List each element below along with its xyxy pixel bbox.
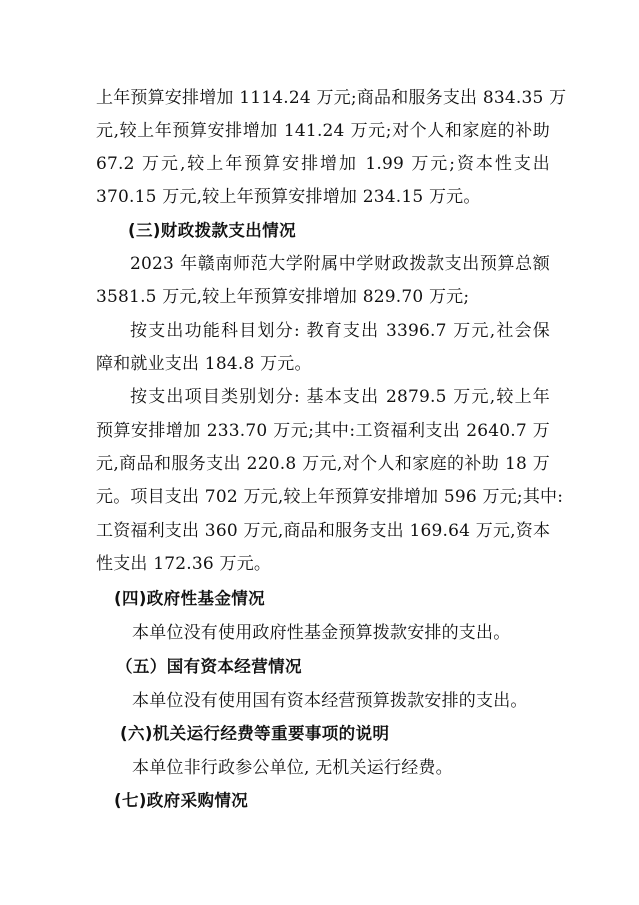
section-heading-4: (四)政府性基金情况	[114, 589, 266, 608]
paragraph-line: 2023 年赣南师范大学附属中学财政拨款支出预算总额	[130, 254, 550, 274]
section-heading-7: (七)政府采购情况	[114, 791, 249, 810]
paragraph-line: 370.15 万元,较上年预算安排增加 234.15 万元。	[96, 187, 481, 207]
paragraph-line: 元。项目支出 702 万元,较上年预算安排增加 596 万元;其中:	[96, 487, 564, 507]
paragraph-line: 本单位没有使用国有资本经营预算拨款安排的支出。	[132, 691, 528, 711]
paragraph-line: 3581.5 万元,较上年预算安排增加 829.70 万元;	[96, 287, 470, 307]
section-heading-6: (六)机关运行经费等重要事项的说明	[120, 724, 390, 743]
paragraph-line: 性支出 172.36 万元。	[96, 554, 272, 574]
paragraph-line: 元,商品和服务支出 220.8 万元,对个人和家庭的补助 18 万	[96, 454, 550, 474]
section-heading-5: （五）国有资本经营情况	[116, 657, 302, 676]
paragraph-line: 本单位非行政参公单位, 无机关运行经费。	[132, 758, 453, 778]
paragraph-line: 上年预算安排增加 1114.24 万元;商品和服务支出 834.35 万	[96, 88, 567, 108]
paragraph-line: 按支出项目类别划分: 基本支出 2879.5 万元,较上年	[130, 387, 550, 407]
paragraph-line: 障和就业支出 184.8 万元。	[96, 354, 312, 374]
paragraph-line: 按支出功能科目划分: 教育支出 3396.7 万元,社会保	[130, 321, 550, 341]
paragraph-line: 工资福利支出 360 万元,商品和服务支出 169.64 万元,资本	[96, 521, 551, 541]
paragraph-line: 67.2 万元,较上年预算安排增加 1.99 万元;资本性支出	[96, 154, 550, 174]
paragraph-line: 元,较上年预算安排增加 141.24 万元;对个人和家庭的补助	[96, 121, 550, 141]
section-heading-3: (三)财政拨款支出情况	[128, 221, 296, 240]
paragraph-line: 本单位没有使用政府性基金预算拨款安排的支出。	[132, 623, 511, 643]
paragraph-line: 预算安排增加 233.70 万元;其中:工资福利支出 2640.7 万	[96, 421, 550, 441]
